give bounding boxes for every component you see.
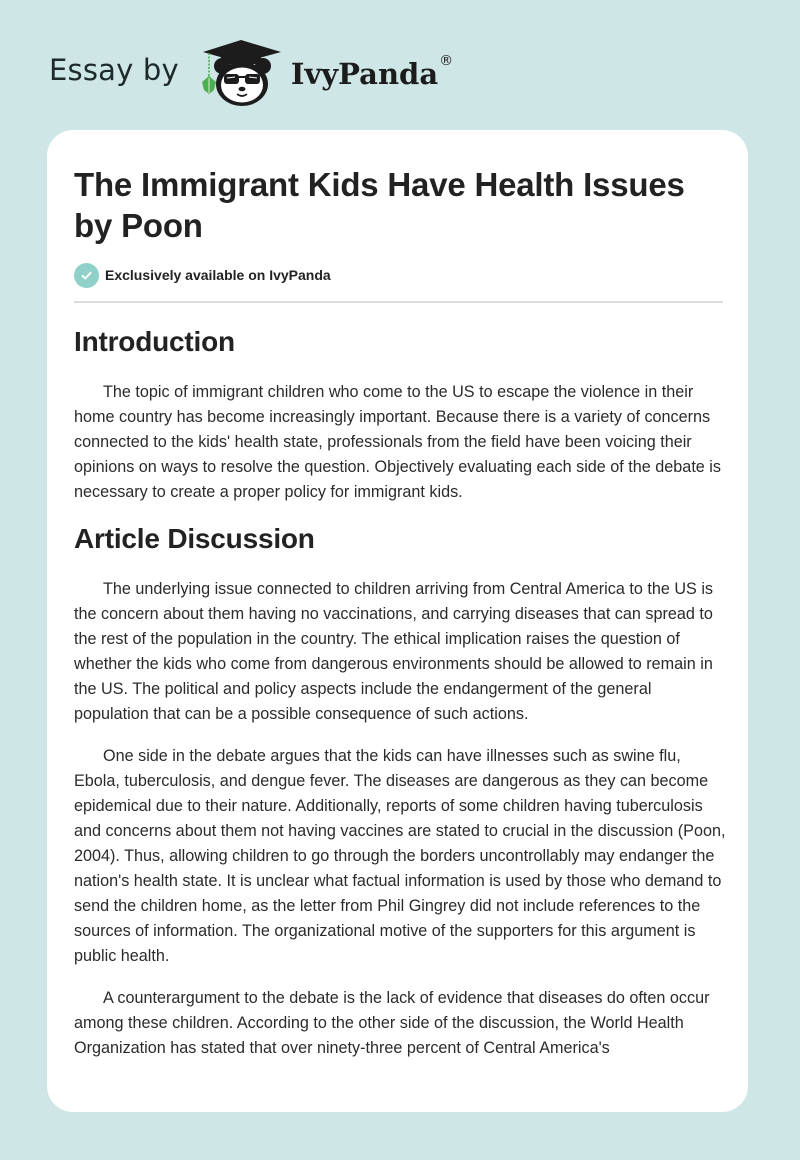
brand-name-text: IvyPanda: [290, 56, 439, 91]
section-heading-article-discussion: Article Discussion: [74, 523, 315, 554]
article-title: The Immigrant Kids Have Health Issues by Poon: [74, 166, 685, 244]
site-header: [0, 0, 800, 130]
exclusive-badge: [74, 262, 721, 288]
section-heading-introduction: Introduction: [74, 326, 235, 357]
title-divider: [74, 301, 723, 303]
article-card: [47, 130, 748, 1112]
paragraph: One side in the debate argues that the kids can have illnesses such as swine flu, Ebola, tuberculosis, and dengue fever. The diseases are dangerous as they can become epidemical due to their nature. Additionally, reports of some children having tuberculosis and concerns about them not having vaccines are stated to crucial in the discussion (Poon, 2004). Thus, allowing children to go through the borders uncontrollably may endanger the nation's health state. It is unclear what factual information is used by those who demand to send the children home, as the letter from Phil Gingrey did not include references to the sources of information. The organizational motive of the supporters for this argument is public health.: [74, 747, 726, 965]
paragraph: The topic of immigrant children who come to the US to escape the violence in their home country has become increasingly important. Because there is a variety of concerns connected to the kids' health state, professionals from the field have been voicing their opinions on ways to resolve the question. Objectively evaluating each side of the debate is necessary to create a proper policy for immigrant kids.: [74, 383, 722, 501]
panda-graduate-icon: [197, 36, 285, 108]
essay-by-label: Essay by: [49, 52, 179, 87]
exclusive-label: Exclusively available on IvyPanda: [105, 267, 331, 283]
registered-mark: ®: [439, 52, 454, 69]
paragraph: A counterargument to the debate is the lack of evidence that diseases do often occur among these children. According to the other side of the discussion, the World Health Organization has stated that over ninety-three percent of Central America's: [74, 989, 710, 1057]
brand-name: [290, 52, 454, 91]
paragraph: The underlying issue connected to children arriving from Central America to the US is the concern about them having no vaccinations, and carrying diseases that can spread to the rest of the population in the country. The ethical implication raises the question of whether the kids who come from dangerous environments should be allowed to remain in the US. The political and policy aspects include the endangerment of the general population that can be a possible consequence of such actions.: [74, 580, 714, 723]
brand-logo-link[interactable]: [49, 36, 453, 108]
check-circle-icon: [74, 263, 99, 288]
